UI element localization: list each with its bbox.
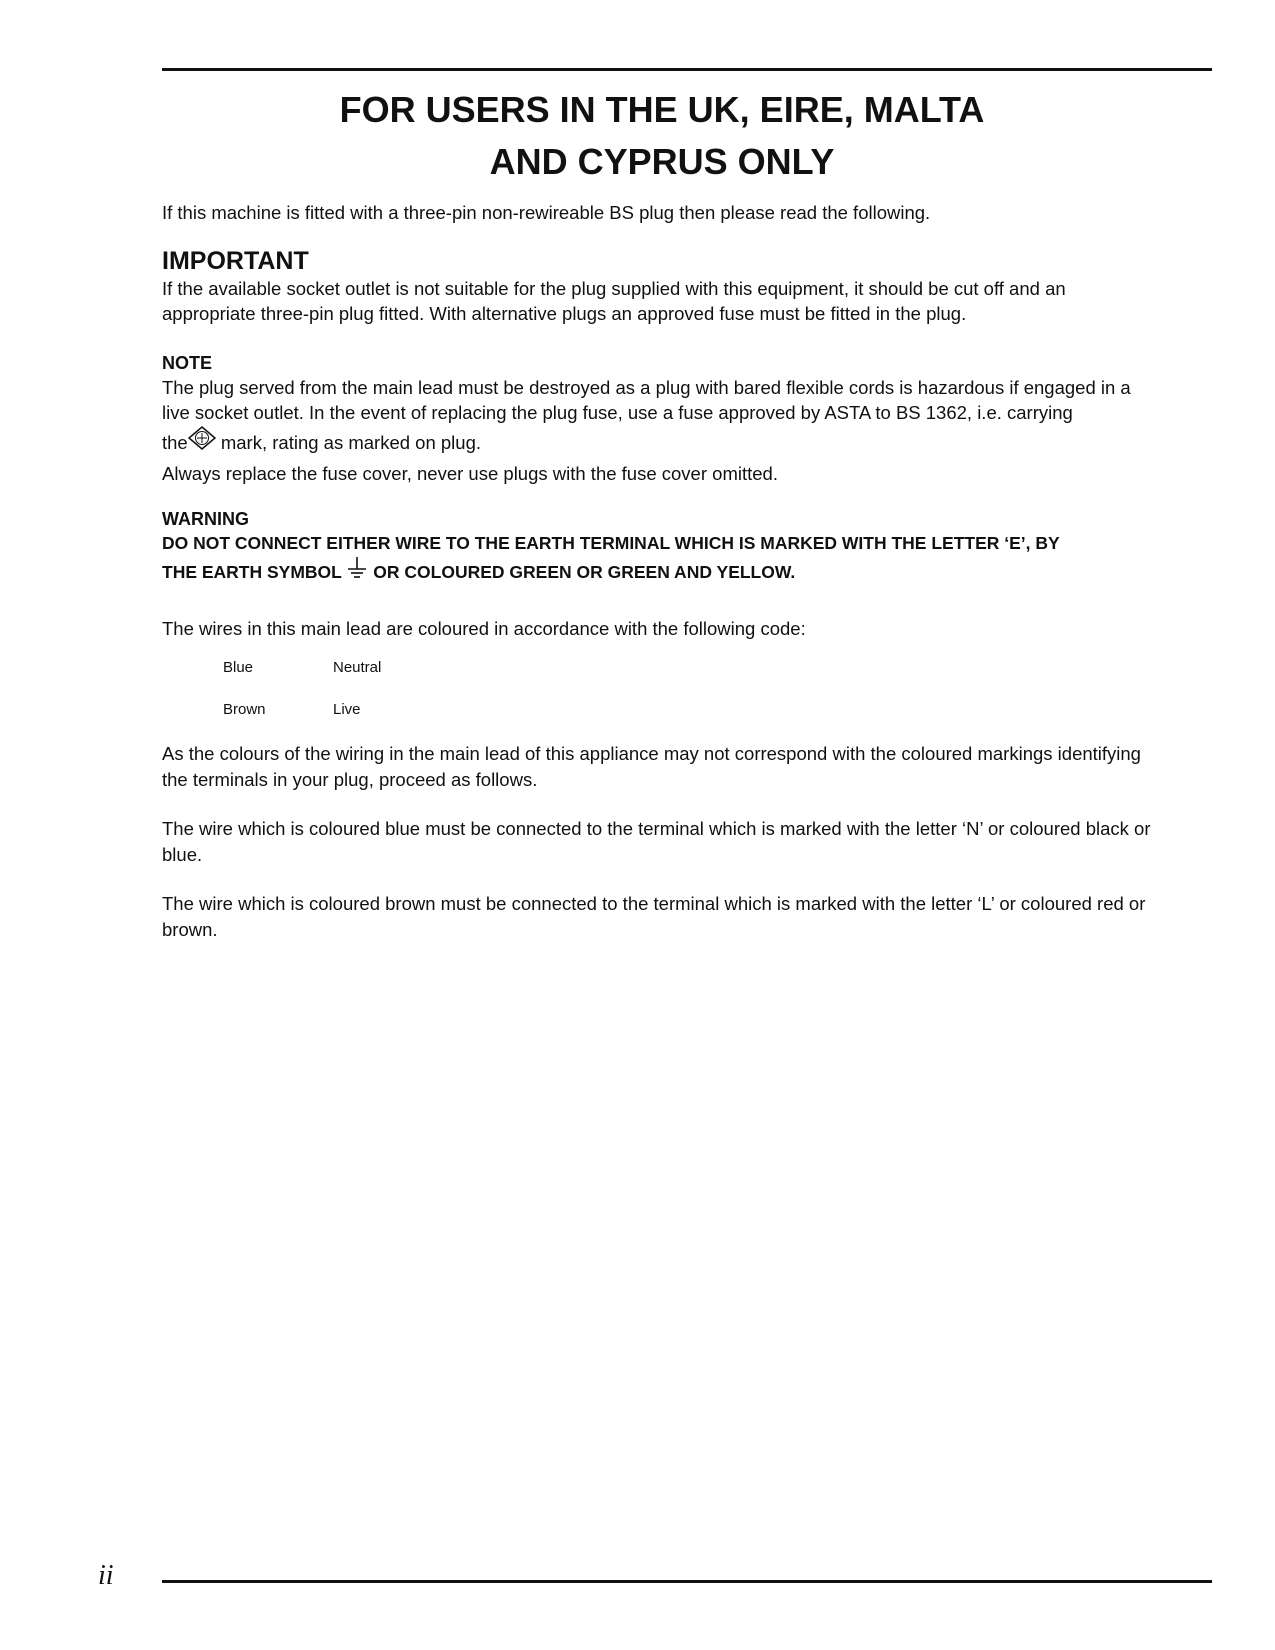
colours-note-paragraph: As the colours of the wiring in the main lead of this appliance may not correspond with the coloured markings identifying the terminals in your plug, proceed as follows. [162,743,1141,790]
wire-meaning: Live [333,701,361,719]
wire-colour-table [223,647,1162,731]
brown-wire-paragraph: The wire which is coloured brown must be connected to the terminal which is marked with the letter ‘L’ or coloured red or brown. [162,893,1146,940]
warning-text [162,531,1162,592]
warning-line-2 [162,555,1162,592]
warning-heading: WARNING [162,508,249,529]
wire-colour: Blue [223,659,254,677]
note-mark-after: mark, rating as marked on plug. [220,431,482,453]
wire-row-brown [223,689,1162,731]
note-mark-before: the [162,431,188,453]
wire-colour: Brown [223,701,266,719]
top-rule [162,68,1212,71]
blue-wire-paragraph: The wire which is coloured blue must be connected to the terminal which is marked with the letter ‘N’ or coloured black or blue. [162,818,1151,865]
wire-row-blue [223,647,1162,689]
wire-meaning: Neutral [333,659,382,677]
important-paragraph: If the available socket outlet is not suitable for the plug supplied with this equipment, it should be cut off and an appropriate three-pin plug fitted. With alternative plugs an approved fuse must be fitted in the plug. [162,277,1066,324]
note-heading: NOTE [162,352,213,373]
earth-symbol-icon [346,555,368,592]
page-content [162,84,1162,942]
title-line-2: AND CYPRUS ONLY [489,141,835,182]
warning-line-2-before: THE EARTH SYMBOL [162,561,342,582]
page-title [162,84,1162,188]
note-mark-line [162,426,1162,462]
intro-paragraph: If this machine is fitted with a three-pin non-rewireable BS plug then please read the following. [162,202,931,223]
page-number: ii [98,1560,114,1591]
title-line-1: FOR USERS IN THE UK, EIRE, MALTA [339,89,985,130]
note-paragraph: The plug served from the main lead must be destroyed as a plug with bared flexible cords is hazardous if engaged in a live socket outlet. In the event of replacing the plug fuse, use a fuse approved by ASTA to BS 1362, i.e. carrying [162,376,1131,423]
fuse-cover-paragraph: Always replace the fuse cover, never use plugs with the fuse cover omitted. [162,463,778,485]
warning-line-2-after: OR COLOURED GREEN OR GREEN AND YELLOW. [373,561,796,582]
wires-intro: The wires in this main lead are coloured in accordance with the following code: [162,617,806,639]
important-heading: IMPORTANT [162,246,309,275]
bottom-rule [162,1580,1212,1583]
warning-line-1: DO NOT CONNECT EITHER WIRE TO THE EARTH TERMINAL WHICH IS MARKED WITH THE LETTER ‘E’, BY [162,532,1060,553]
asta-mark-icon [188,426,216,461]
